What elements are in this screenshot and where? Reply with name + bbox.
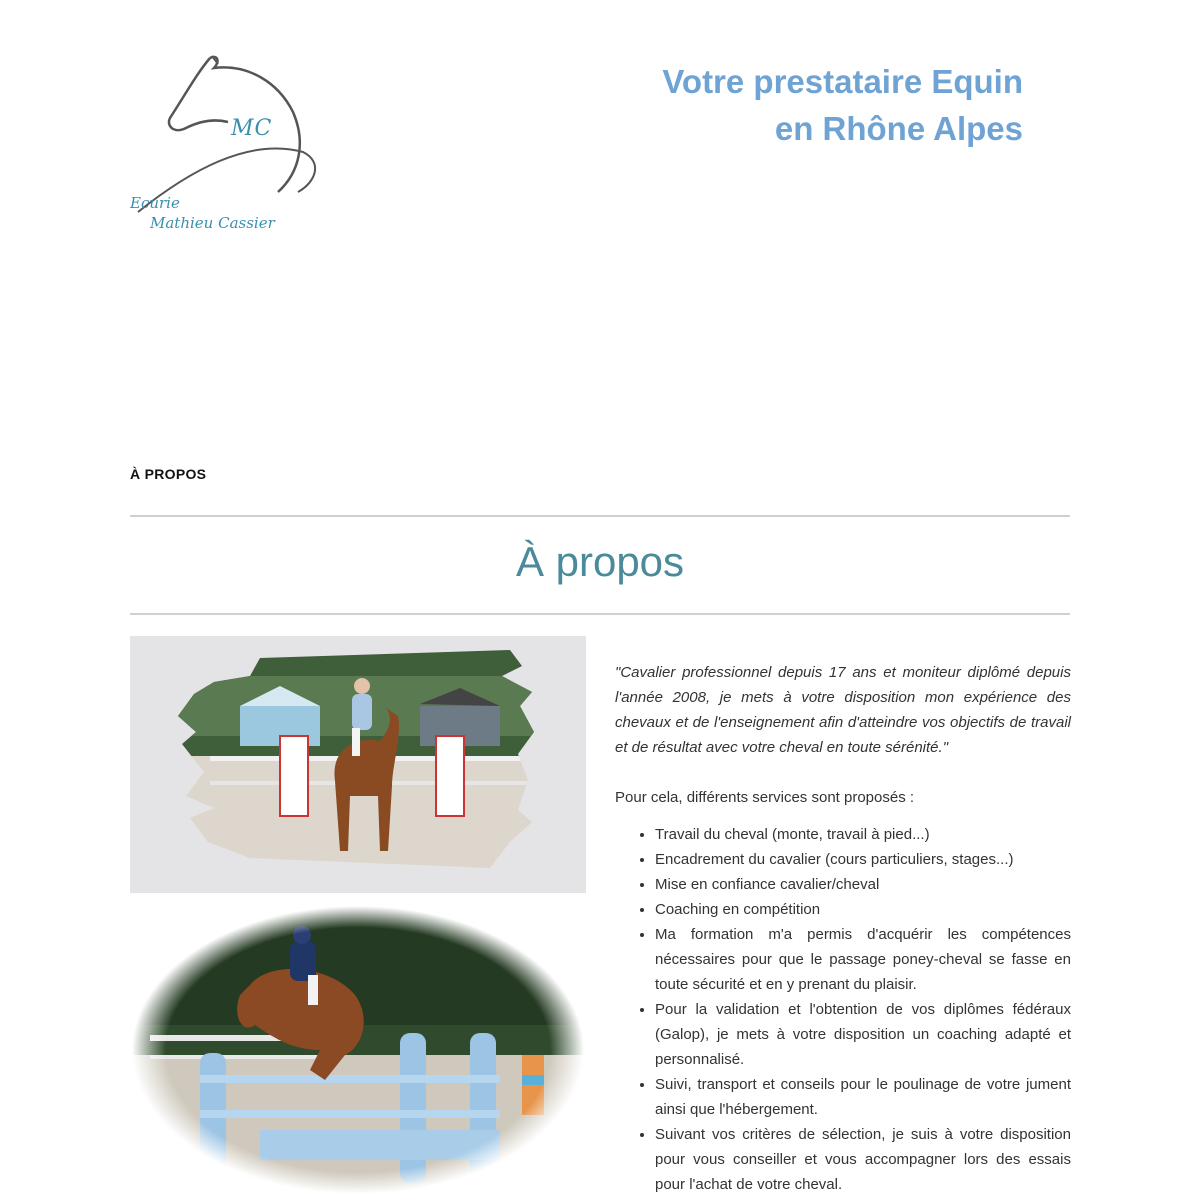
service-item: • Ma formation m'a permis d'acquérir les compétences nécessaires pour que le passage poney-cheval se fasse en toute sécurité et en y prenant du plaisir.: [655, 922, 1071, 997]
tagline-line-1: Votre prestataire Equin: [662, 63, 1023, 100]
service-item: • Suivant vos critères de sélection, je suis à votre disposition pour vous conseiller et vous accompagner lors des essais pour l'achat de votre cheval.: [655, 1122, 1071, 1197]
horse-jumping-illustration: [130, 905, 586, 1195]
service-item: • Pour la validation et l'obtention de vos diplômes fédéraux (Galop), je mets à votre disposition un coaching adapté et personnalisé.: [655, 997, 1071, 1072]
about-quote: "Cavalier professionnel depuis 17 ans et moniteur diplômé depuis l'année 2008, je mets à votre disposition mon expérience des chevaux et de l'enseignement afin d'atteindre vos objectifs de travail et de résultat avec votre cheval en toute sérénité.": [615, 664, 1071, 756]
page-title: À propos: [515, 538, 685, 585]
site-logo[interactable]: [128, 52, 318, 237]
photo-horse-jumping: [130, 905, 586, 1195]
service-item: • Coaching en compétition: [655, 897, 1071, 922]
divider-bottom: [130, 613, 1070, 615]
tagline-line-2: en Rhône Alpes: [774, 110, 1023, 147]
services-list: [615, 822, 1071, 1197]
logo-line-2: Mathieu Cassier: [150, 214, 275, 232]
site-tagline: [662, 58, 1023, 152]
service-item: • Encadrement du cavalier (cours particuliers, stages...): [655, 847, 1071, 872]
services-intro: Pour cela, différents services sont proposés :: [615, 789, 915, 806]
nav-item-a-propos[interactable]: À PROPOS: [130, 466, 207, 482]
logo-monogram: MC: [231, 116, 273, 141]
divider-top: [130, 515, 1070, 517]
photo-rider-show: [130, 636, 586, 893]
service-item: • Suivi, transport et conseils pour le poulinage de votre jument ainsi que l'hébergement.: [655, 1072, 1071, 1122]
service-item: • Mise en confiance cavalier/cheval: [655, 872, 1071, 897]
rider-show-illustration: [130, 636, 586, 893]
service-item: • Travail du cheval (monte, travail à pied...): [655, 822, 1071, 847]
about-content: [615, 660, 1071, 1197]
logo-line-1: Ecurie: [130, 194, 180, 212]
